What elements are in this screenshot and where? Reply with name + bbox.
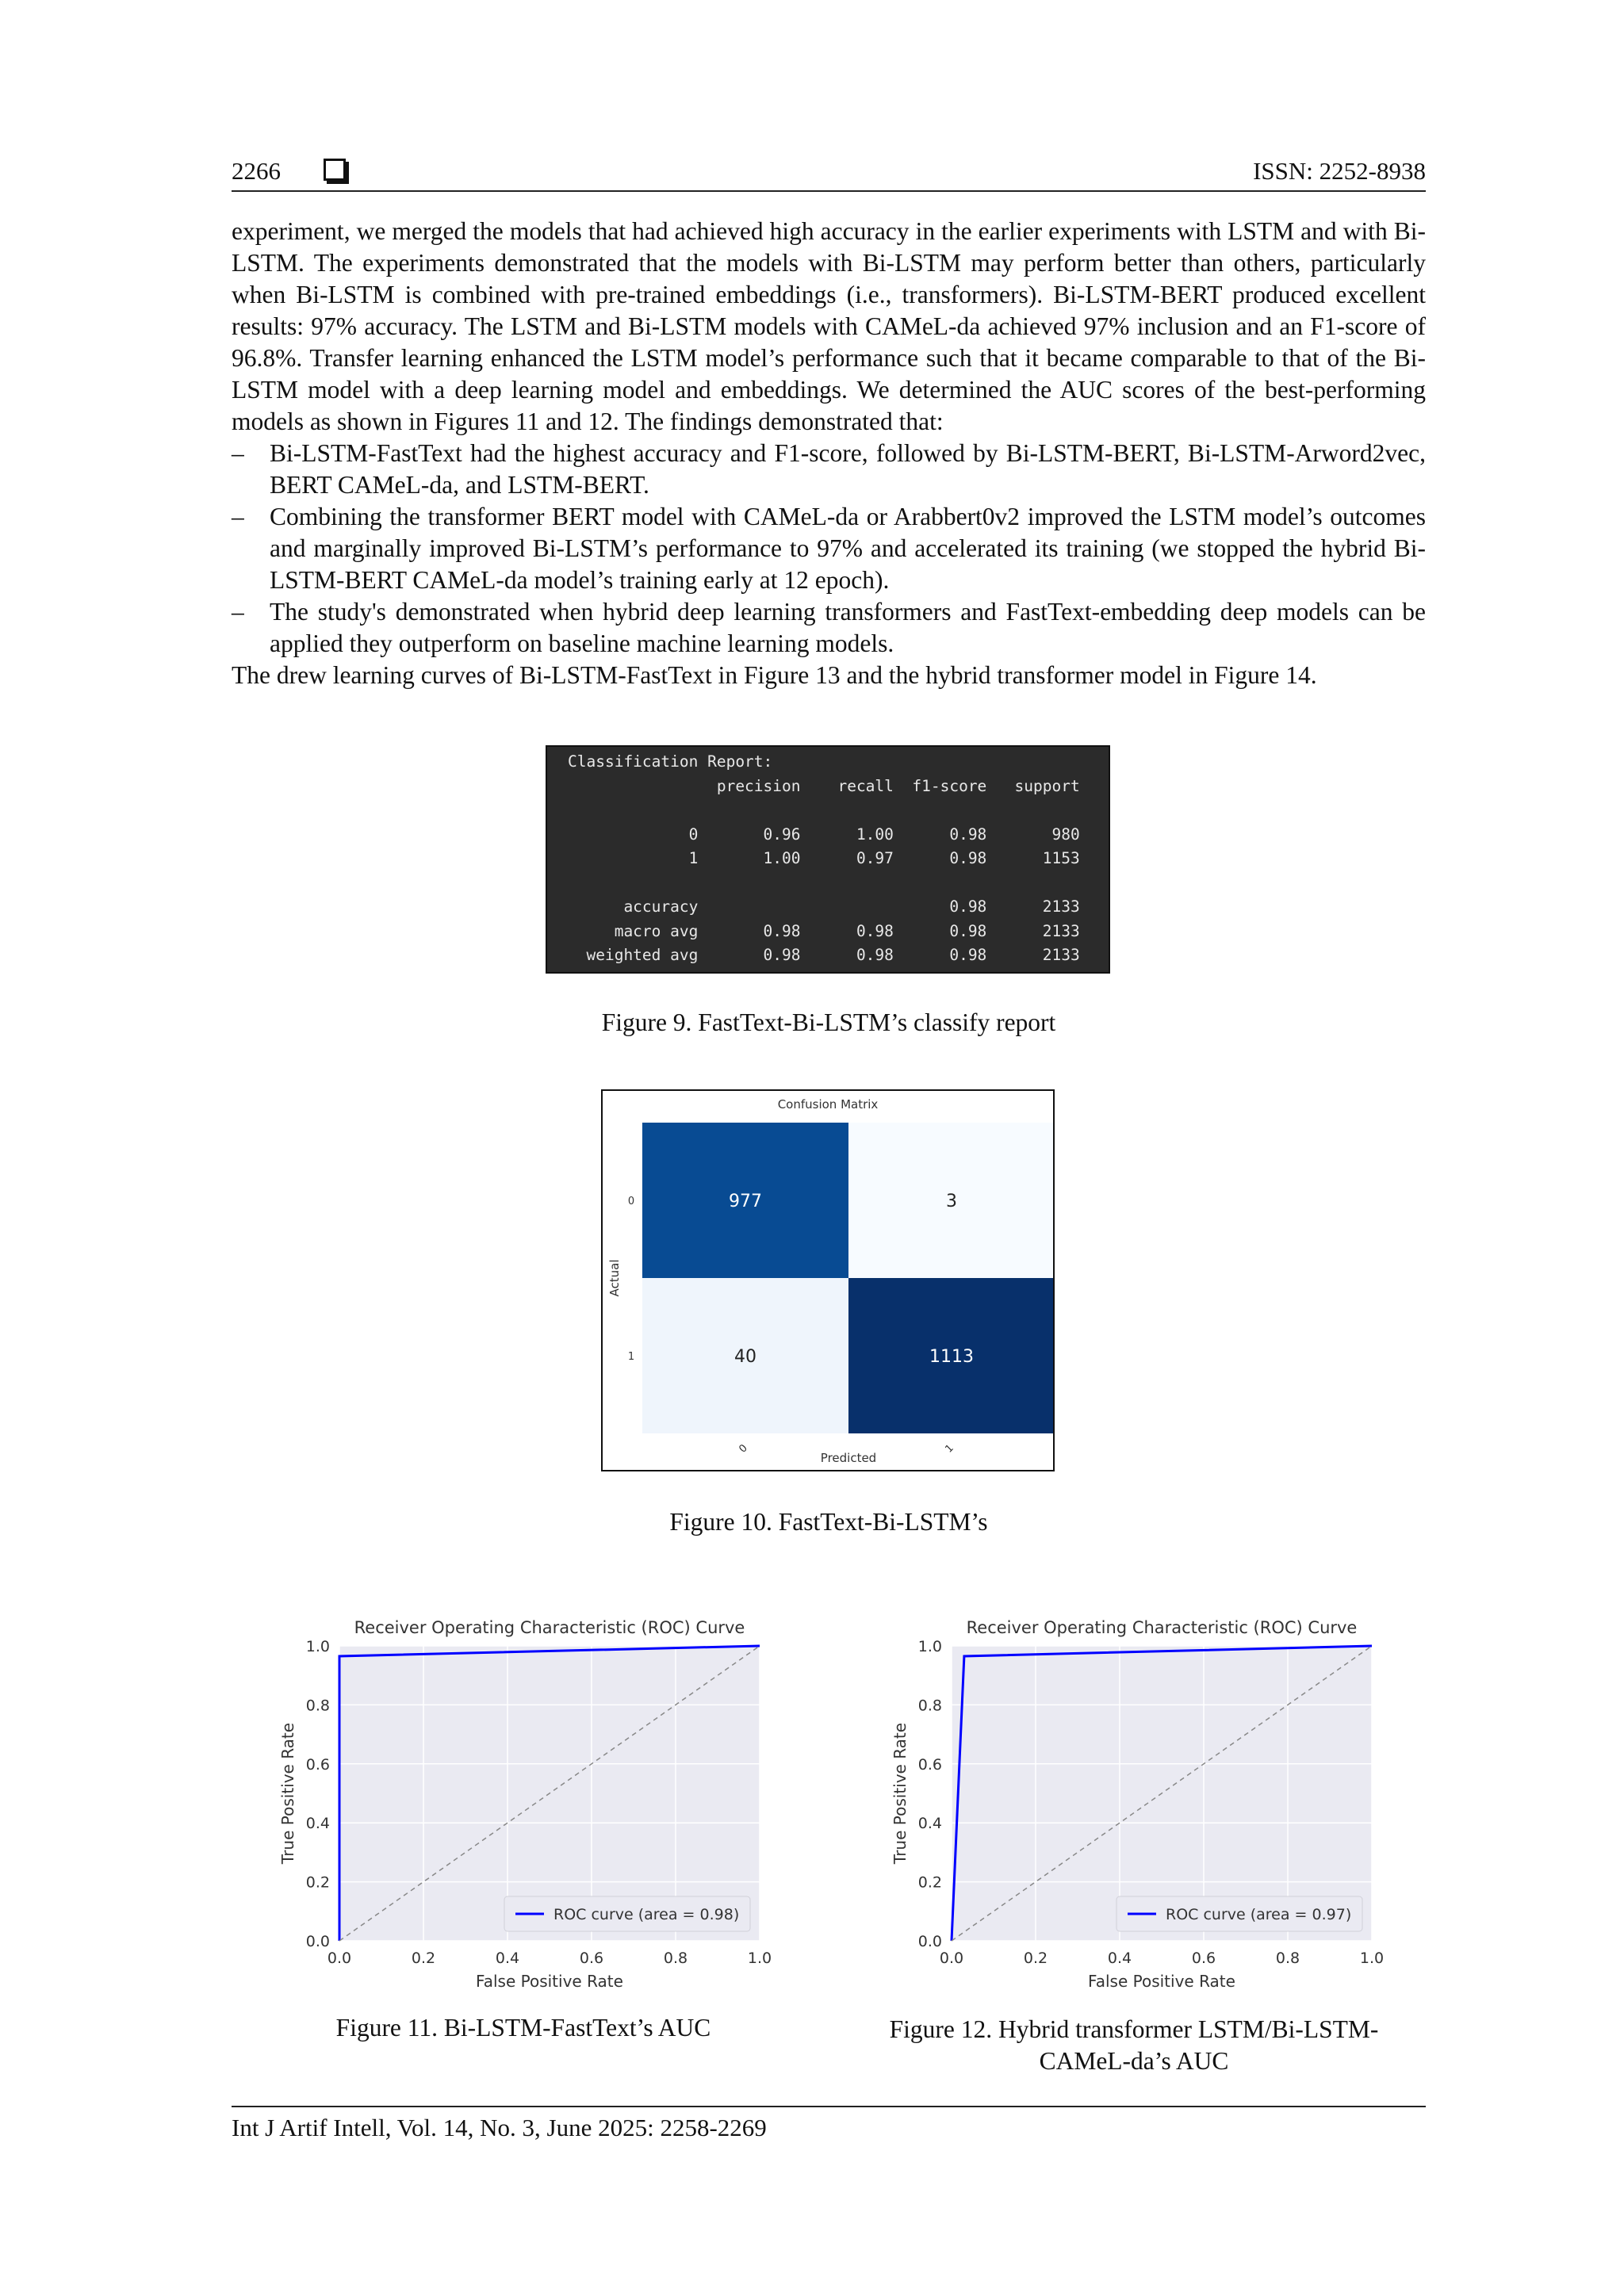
y-axis-label: True Positive Rate bbox=[278, 1722, 297, 1865]
bullet-text: The study's demonstrated when hybrid deep learning transformers and FastText-embedding deep models can be applied they outperform on baseline machine learning models. bbox=[270, 598, 1426, 657]
y-axis-label: True Positive Rate bbox=[891, 1722, 910, 1865]
chart-title: Confusion Matrix bbox=[777, 1097, 879, 1112]
y-tick-label: 1.0 bbox=[305, 1638, 330, 1655]
x-tick-label: 1 bbox=[943, 1442, 956, 1456]
figure-11-caption: Figure 11. Bi-LSTM-FastText’s AUC bbox=[335, 2014, 711, 2042]
y-tick-label: 1.0 bbox=[917, 1638, 942, 1655]
x-tick-label: 0.2 bbox=[1023, 1950, 1048, 1967]
x-axis-label: False Positive Rate bbox=[476, 1972, 623, 1988]
x-tick-label: 1.0 bbox=[1359, 1950, 1385, 1967]
y-tick-label: 0.0 bbox=[305, 1933, 330, 1950]
x-tick-label: 0.8 bbox=[1275, 1950, 1300, 1967]
chart-title: Receiver Operating Characteristic (ROC) Curve bbox=[354, 1618, 745, 1637]
y-tick-label: 0.4 bbox=[917, 1815, 942, 1833]
bullet-item bbox=[232, 438, 1426, 501]
cell-value-label: 3 bbox=[946, 1192, 957, 1211]
classification-report-text: Classification Report: precision recall f1-score support 0 0.96 1.00 0.98 980 1 1.00 0.97 0.98 1153 accuracy 0.98 2133 macro avg 0.98 0.98 0.98 2133 weighted avg 0.98 0.98 0.98 2133 bbox=[568, 752, 1080, 964]
chart-title: Receiver Operating Characteristic (ROC) Curve bbox=[966, 1618, 1358, 1637]
y-tick-label: 0 bbox=[627, 1196, 635, 1207]
y-tick-label: 0.6 bbox=[917, 1755, 942, 1774]
x-tick-label: 0 bbox=[737, 1442, 750, 1456]
bullet-item bbox=[232, 596, 1426, 660]
figure-12-caption-line: CAMeL-da’s AUC bbox=[1039, 2047, 1229, 2075]
x-tick-label: 0.4 bbox=[495, 1950, 520, 1967]
cell-value-label: 977 bbox=[729, 1192, 762, 1211]
roc-chart-fasttext bbox=[270, 1592, 777, 1988]
legend-label: ROC curve (area = 0.97) bbox=[1166, 1906, 1352, 1923]
cell-value-label: 40 bbox=[734, 1347, 756, 1367]
y-tick-label: 0.6 bbox=[305, 1755, 330, 1774]
y-axis-label: Actual bbox=[607, 1259, 622, 1297]
y-tick-label: 0.2 bbox=[917, 1873, 942, 1892]
bullet-item bbox=[232, 501, 1426, 596]
body-text bbox=[232, 216, 1426, 691]
figure-12-caption bbox=[841, 2014, 1427, 2077]
page-number: 2266 bbox=[232, 157, 281, 185]
x-tick-label: 0.4 bbox=[1107, 1950, 1132, 1967]
bullet-marker: – bbox=[232, 503, 244, 530]
legend-label: ROC curve (area = 0.98) bbox=[553, 1906, 740, 1923]
y-tick-label: 0.8 bbox=[305, 1697, 330, 1715]
x-tick-label: 0.6 bbox=[579, 1950, 604, 1967]
paragraph: The drew learning curves of Bi-LSTM-FastText in Figure 13 and the hybrid transformer model in Figure 14. bbox=[232, 661, 1317, 689]
bullet-marker: – bbox=[232, 439, 244, 467]
figure-12-caption-line: Figure 12. Hybrid transformer LSTM/Bi-LSTM- bbox=[889, 2015, 1379, 2043]
figure-10-caption: Figure 10. FastText-Bi-LSTM’s bbox=[669, 1508, 988, 1536]
x-tick-label: 0.2 bbox=[411, 1950, 436, 1967]
bullet-marker: – bbox=[232, 598, 244, 626]
x-tick-label: 0.0 bbox=[327, 1950, 352, 1967]
page-footer: Int J Artif Intell, Vol. 14, No. 3, June 2025: 2258-2269 bbox=[232, 2106, 1426, 2142]
y-tick-label: 0.0 bbox=[917, 1933, 942, 1950]
x-axis-label: False Positive Rate bbox=[1088, 1972, 1235, 1988]
roc-chart-hybrid bbox=[882, 1592, 1389, 1988]
x-tick-label: 1.0 bbox=[747, 1950, 772, 1967]
y-tick-label: 0.2 bbox=[305, 1873, 330, 1892]
y-tick-label: 1 bbox=[627, 1351, 635, 1363]
bullet-list bbox=[232, 438, 1426, 660]
y-tick-label: 0.8 bbox=[917, 1697, 942, 1715]
y-tick-label: 0.4 bbox=[305, 1815, 330, 1833]
x-tick-label: 0.8 bbox=[663, 1950, 688, 1967]
bullet-text: Bi-LSTM-FastText had the highest accuracy and F1-score, followed by Bi-LSTM-BERT, Bi-LSTM-Arword2vec, BERT CAMeL-da, and LSTM-BERT. bbox=[270, 439, 1426, 499]
box-icon bbox=[324, 159, 346, 181]
issn: ISSN: 2252-8938 bbox=[1253, 157, 1426, 185]
cell-value-label: 1113 bbox=[929, 1347, 974, 1367]
confusion-matrix-figure bbox=[601, 1089, 1055, 1471]
x-tick-label: 0.6 bbox=[1191, 1950, 1216, 1967]
x-axis-label: Predicted bbox=[820, 1451, 877, 1465]
confusion-matrix-chart bbox=[603, 1091, 1053, 1470]
figure-9-caption: Figure 9. FastText-Bi-LSTM’s classify report bbox=[601, 1008, 1056, 1036]
classification-report bbox=[546, 745, 1110, 974]
bullet-text: Combining the transformer BERT model with CAMeL-da or Arabbert0v2 improved the LSTM model’s outcomes and marginally improved Bi-LSTM’s performance to 97% and accelerated its training (we stopped the hybrid Bi-LSTM-BERT CAMeL-da model’s training early at 12 epoch). bbox=[270, 503, 1426, 594]
x-tick-label: 0.0 bbox=[939, 1950, 964, 1967]
paragraph: experiment, we merged the models that had achieved high accuracy in the earlier experiments with LSTM and with Bi-LSTM. The experiments demonstrated that the models with Bi-LSTM may perform better than others, particularly when Bi-LSTM is combined with pre-trained embeddings (i.e., transformers). Bi-LSTM-BERT produced excellent results: 97% accuracy. The LSTM and Bi-LSTM models with CAMeL-da achieved 97% inclusion and an F1-score of 96.8%. Transfer learning enhanced the LSTM model’s performance such that it became comparable to that of the Bi-LSTM model with a deep learning model and embeddings. We determined the AUC scores of the best-performing models as shown in Figures 11 and 12. The findings demonstrated that: bbox=[232, 217, 1426, 435]
page-header bbox=[232, 155, 1426, 192]
